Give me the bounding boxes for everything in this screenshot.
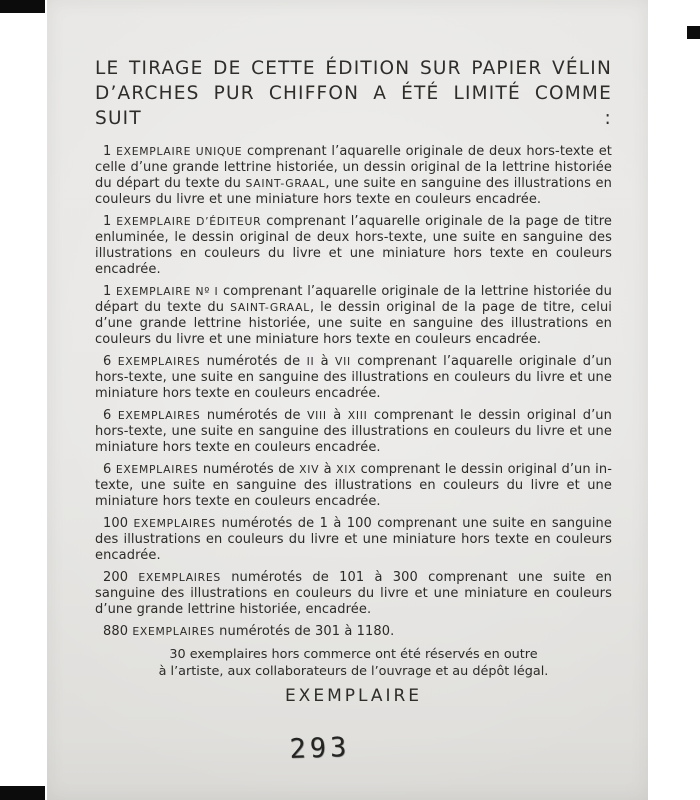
- small-caps-run: VIII: [307, 409, 327, 422]
- limitation-paragraph: [95, 516, 612, 564]
- photo-edge-mark-right: [687, 26, 700, 39]
- small-caps-run: EXEMPLAIRE Nº I: [115, 285, 219, 298]
- limitation-paragraph: [95, 144, 612, 208]
- limitation-paragraph: [95, 462, 612, 510]
- text-run: à: [319, 462, 337, 477]
- text-run: 1: [103, 144, 117, 159]
- page-title: [95, 56, 612, 131]
- small-caps-run: EXEMPLAIRES: [138, 571, 221, 584]
- text-run: 1: [103, 214, 117, 229]
- text-run: 1: [103, 284, 116, 299]
- small-caps-run: XIX: [336, 463, 357, 476]
- hors-commerce-note-line1: 30 exemplaires hors commerce ont été réservés en outre: [169, 647, 538, 662]
- small-caps-run: EXEMPLAIRES: [117, 409, 201, 422]
- small-caps-run: EXEMPLAIRES: [132, 625, 215, 638]
- text-run: 880: [103, 624, 133, 639]
- text-run: 200: [103, 570, 139, 585]
- small-caps-run: EXEMPLAIRES: [117, 355, 201, 368]
- limitation-page: [47, 0, 648, 800]
- limitation-paragraph: [95, 408, 612, 456]
- small-caps-run: EXEMPLAIRES: [115, 463, 199, 476]
- text-run: comprenant le dessin original d’un hors-texte, une suite en sanguine des illustrations en couleurs du livre et une miniature hors texte en couleurs encadrée.: [95, 408, 612, 455]
- copy-number-stamp: 293: [289, 731, 351, 766]
- text-run: à: [326, 408, 348, 423]
- text-run: numérotés de: [200, 408, 308, 423]
- small-caps-run: XIV: [299, 463, 320, 476]
- small-caps-run: SAINT-GRAAL: [230, 301, 310, 314]
- limitation-paragraphs: [95, 144, 612, 640]
- small-caps-run: XIII: [347, 409, 368, 422]
- small-caps-run: EXEMPLAIRE UNIQUE: [116, 145, 243, 158]
- limitation-paragraph: [95, 284, 612, 348]
- limitation-paragraph: [95, 214, 612, 278]
- text-run: numérotés de: [198, 462, 300, 477]
- text-run: 6: [103, 408, 118, 423]
- text-run: 6: [103, 462, 116, 477]
- limitation-paragraph: [95, 624, 612, 640]
- text-run: 100: [103, 516, 134, 531]
- photo-corner-mark-top-left: [0, 0, 45, 13]
- small-caps-run: SAINT-GRAAL: [245, 177, 326, 190]
- text-run: numérotés de 1 à 100 comprenant une suite en sanguine des illustrations en couleurs du livre et une miniature hors texte en couleurs encadrée.: [95, 516, 612, 563]
- small-caps-run: VII: [335, 355, 351, 368]
- text-run: numérotés de 101 à 300 comprenant une suite en sanguine des illustrations en couleurs du livre et une miniature en couleurs d’une grande lettrine historiée, encadrée.: [95, 570, 612, 617]
- limitation-text-block: [95, 56, 612, 646]
- limitation-paragraph: [95, 354, 612, 402]
- text-run: comprenant l’aquarelle originale d’un hors-texte, une suite en sanguine des illustrations en couleurs du livre et une miniature hors texte en couleurs encadrée.: [95, 354, 613, 401]
- text-run: numérotés de: [200, 354, 307, 369]
- text-run: 6: [103, 354, 118, 369]
- limitation-paragraph: [95, 570, 612, 618]
- exemplaire-label: EXEMPLAIRE: [284, 686, 423, 706]
- text-run: , une suite en sanguine des illustrations en couleurs du livre et une miniature hors texte en couleurs encadrée.: [95, 176, 612, 207]
- page-title-line2: D’ARCHES PUR CHIFFON A ÉTÉ LIMITÉ COMME SUIT :: [95, 83, 612, 129]
- text-run: comprenant l’aquarelle originale de deux hors-texte et celle d’une grande lettrine historiée, un dessin original de la lettrine historiée du départ du texte du: [95, 144, 612, 191]
- text-run: comprenant le dessin original d’un in-texte, une suite en sanguine des illustrations en couleurs du livre et une miniature hors texte en couleurs encadrée.: [95, 462, 613, 509]
- page-title-line1: LE TIRAGE DE CETTE ÉDITION SUR PAPIER VÉLIN: [95, 58, 612, 79]
- hors-commerce-note: [95, 646, 612, 680]
- hors-commerce-note-line2: à l’artiste, aux collaborateurs de l’ouvrage et au dépôt légal.: [158, 664, 549, 679]
- text-run: comprenant l’aquarelle originale de la lettrine historiée du départ du texte du: [95, 284, 612, 315]
- text-run: comprenant l’aquarelle originale de la page de titre enluminée, le dessin original de deux hors-texte, une suite en sanguine des illustrations en couleurs du livre et une miniature hors texte en couleurs encadrée.: [95, 214, 613, 277]
- small-caps-run: II: [306, 355, 315, 368]
- text-run: , le dessin original de la page de titre, celui d’une grande lettrine historiée, une suite en sanguine des illustrations en couleurs du livre et une miniature hors texte en couleurs encadrée.: [95, 300, 612, 347]
- text-run: numérotés de 301 à 1180.: [214, 624, 395, 639]
- photo-corner-mark-bottom-left: [0, 786, 45, 800]
- text-run: à: [314, 354, 336, 369]
- small-caps-run: EXEMPLAIRE D’ÉDITEUR: [116, 215, 262, 228]
- small-caps-run: EXEMPLAIRES: [133, 517, 217, 530]
